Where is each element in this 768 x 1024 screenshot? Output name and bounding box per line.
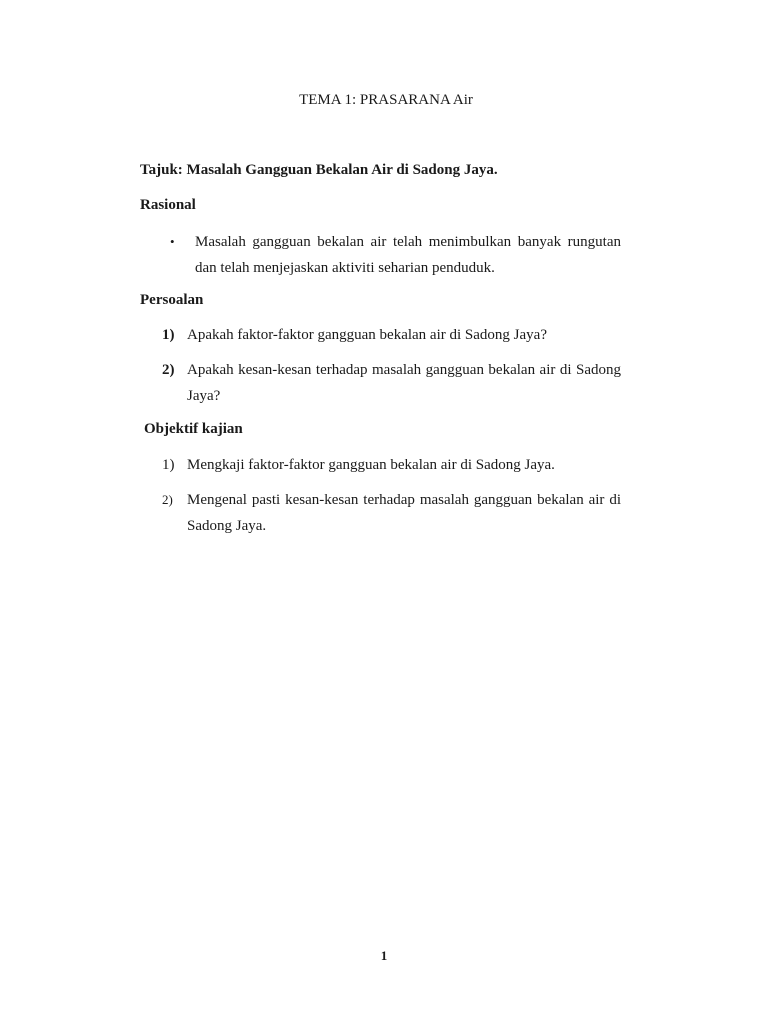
- list-number: 1): [162, 327, 175, 343]
- list-number: 2): [162, 362, 175, 378]
- problem-list-item: [162, 322, 621, 348]
- objective-text: Mengkaji faktor-faktor gangguan bekalan air di Sadong Jaya.: [187, 457, 555, 473]
- problems-heading: Persoalan: [140, 292, 204, 308]
- objective-list-item: [162, 452, 621, 478]
- objective-list-item: [162, 487, 621, 539]
- objective-text: Mengenal pasti kesan-kesan terhadap masalah gangguan bekalan air di Sadong Jaya.: [187, 492, 621, 534]
- bullet-marker: •: [170, 234, 175, 249]
- topic-heading: Tajuk: Masalah Gangguan Bekalan Air di Sadong Jaya.: [140, 162, 498, 178]
- problem-list-item: [162, 357, 621, 409]
- list-number: 2): [162, 492, 173, 507]
- problem-text: Apakah faktor-faktor gangguan bekalan air di Sadong Jaya?: [187, 327, 547, 343]
- problem-text: Apakah kesan-kesan terhadap masalah gangguan bekalan air di Sadong Jaya?: [187, 362, 621, 404]
- rationale-list-item: [140, 229, 621, 281]
- rationale-text: Masalah gangguan bekalan air telah menimbulkan banyak rungutan dan telah menjejaskan aktiviti seharian penduduk.: [195, 234, 621, 276]
- list-number: 1): [162, 457, 175, 473]
- rationale-heading: Rasional: [140, 197, 196, 213]
- page-number: 1: [380, 948, 388, 963]
- objectives-heading: Objektif kajian: [144, 421, 243, 437]
- theme-title: TEMA 1: PRASARANA Air: [299, 92, 473, 108]
